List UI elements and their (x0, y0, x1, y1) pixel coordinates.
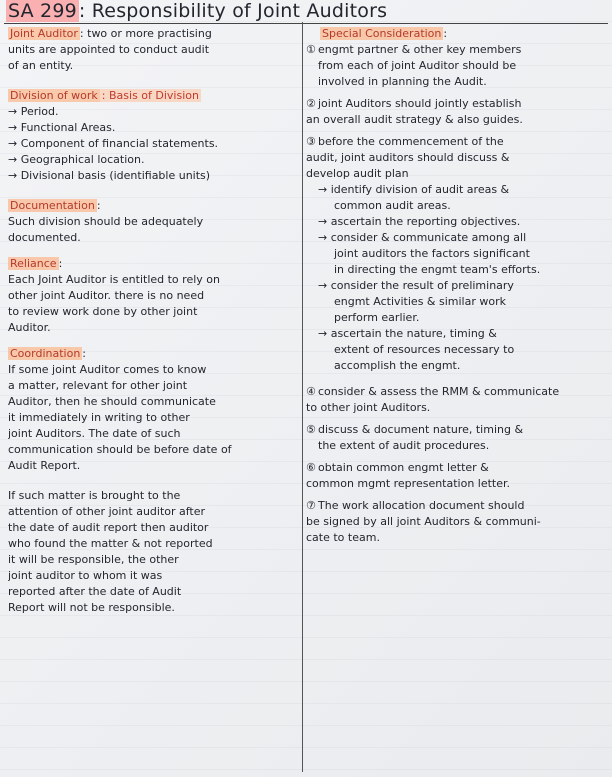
point-1-line-1: engmt partner & other key members (318, 43, 522, 56)
point-3 (306, 134, 606, 374)
point-3-sub-1-line-2: common audit areas. (334, 199, 451, 212)
point-2-line-1: joint Auditors should jointly establish (318, 97, 522, 110)
joint-auditor-line-2: units are appointed to conduct audit (8, 43, 210, 56)
point-3-sub-5-line-1: → ascertain the nature, timing & (318, 327, 497, 340)
coordination-p1-line-3: Auditor, then he should communicate (8, 395, 216, 408)
coordination-p2-line-1: If such matter is brought to the (8, 489, 181, 502)
coordination-heading: Coordination (10, 347, 81, 360)
right-column: Special Consideration : ① engmt partner & other key members from each of joint Auditor should be involved in planning the Audit. ② joint Auditors should jointly establish an overall audit strategy & also guides. ③ before the commencement of the audit, joint auditors should discuss & develop audit plan → identify division of audit areas & common audit areas. → ascertain the reporting objectives. → consider & communicate among all joint auditors the factors significant in directing the engmt team's efforts. → consider the result of preliminary engmt Activities & similar work perform earlier. → ascertain the nature, timing & extent of resources necessary to accomplish the engmt. ④ consider & assess the RMM & communicate to other joint Auditors. ⑤ discuss & document nature, timing & the extent of audit procedures. ⑥ obtain common engmt letter & common mgmt representation letter. ⑦ The work allocation document should be signed by all joint Auditors & communi- cate to team. (306, 26, 606, 546)
coordination-p2-line-4: who found the matter & not reported (8, 537, 213, 550)
point-4-number: ④ (306, 385, 316, 398)
point-3-sub-3-line-1: → consider & communicate among all (318, 231, 527, 244)
point-6-number: ⑥ (306, 461, 316, 474)
documentation-section: Documentation : Such division should be adequately documented. (8, 198, 296, 246)
coordination-p2-line-6: joint auditor to whom it was (8, 569, 163, 582)
coordination-p1-line-5: joint Auditors. The date of such (8, 427, 181, 440)
point-4 (306, 384, 606, 416)
column-divider (302, 22, 303, 772)
coordination-p1-line-4: it immediately in writing to other (8, 411, 190, 424)
joint-auditor-line-3: of an entity. (8, 59, 74, 72)
point-5 (306, 422, 606, 454)
point-3-sub-4-line-2: engmt Activities & similar work (334, 295, 506, 308)
point-6 (306, 460, 606, 492)
coordination-p2-line-7: reported after the date of Audit (8, 585, 182, 598)
point-1 (306, 42, 606, 90)
coordination-p2-line-8: Report will not be responsible. (8, 601, 175, 614)
point-3-sub-5-line-2: extent of resources necessary to (334, 343, 515, 356)
point-3-sub-3-line-2: joint auditors the factors significant (334, 247, 530, 260)
reliance-section: Reliance : Each Joint Auditor is entitled to rely on other joint Auditor. there is no need to review work done by other joint Auditor. (8, 256, 296, 336)
joint-auditor-heading: Joint Auditor (10, 27, 78, 40)
point-7-number: ⑦ (306, 499, 316, 512)
point-2-number: ② (306, 97, 316, 110)
point-7-line-1: The work allocation document should (318, 499, 525, 512)
division-item-2: → Functional Areas. (8, 121, 116, 134)
coordination-p1-line-6: communication should be before date of (8, 443, 232, 456)
point-6-line-1: obtain common engmt letter & (318, 461, 489, 474)
reliance-line-1: Each Joint Auditor is entitled to rely on (8, 273, 220, 286)
point-7-line-3: cate to team. (306, 531, 380, 544)
special-consideration-heading: Special Consideration (322, 27, 442, 40)
coordination-p2-line-2: attention of other joint auditor after (8, 505, 206, 518)
point-1-line-2: from each of joint Auditor should be (318, 59, 517, 72)
point-3-sub-4-line-3: perform earlier. (334, 311, 420, 324)
division-item-4: → Geographical location. (8, 153, 145, 166)
point-1-number: ① (306, 43, 316, 56)
division-item-1: → Period. (8, 105, 59, 118)
joint-auditor-section (8, 26, 296, 74)
left-column (8, 26, 296, 616)
joint-auditor-line-1: : two or more practising (79, 27, 212, 40)
point-6-line-2: common mgmt representation letter. (306, 477, 511, 490)
division-heading-basis: : Basis of Division (101, 89, 199, 102)
point-3-sub-5-line-3: accomplish the engmt. (334, 359, 461, 372)
coordination-p1-line-7: Audit Report. (8, 459, 81, 472)
point-1-line-3: involved in planning the Audit. (318, 75, 487, 88)
coordination-p1-line-1: If some joint Auditor comes to know (8, 363, 207, 376)
point-7 (306, 498, 606, 546)
page-title (6, 0, 606, 22)
division-item-3: → Component of financial statements. (8, 137, 219, 150)
division-section (8, 88, 296, 184)
point-4-line-2: to other joint Auditors. (306, 401, 431, 414)
point-7-line-2: be signed by all joint Auditors & communi- (306, 515, 541, 528)
documentation-line-2: documented. (8, 231, 81, 244)
coordination-p2-line-3: the date of audit report then auditor (8, 521, 209, 534)
point-3-sub-1-line-1: → identify division of audit areas & (318, 183, 510, 196)
point-3-number: ③ (306, 135, 316, 148)
coordination-p1-line-2: a matter, relevant for other joint (8, 379, 188, 392)
title-text: : Responsibility of Joint Auditors (78, 0, 388, 22)
reliance-heading: Reliance (10, 257, 57, 270)
point-3-line-2: audit, joint auditors should discuss & (306, 151, 510, 164)
point-5-number: ⑤ (306, 423, 316, 436)
point-3-line-3: develop audit plan (306, 167, 409, 180)
title-code: SA 299 (8, 0, 77, 22)
documentation-line-1: Such division should be adequately (8, 215, 204, 228)
division-heading: Division of work (10, 89, 98, 102)
point-3-sub-4-line-1: → consider the result of preliminary (318, 279, 514, 292)
reliance-line-2: other joint Auditor. there is no need (8, 289, 205, 302)
division-item-5: → Divisional basis (identifiable units) (8, 169, 211, 182)
coordination-section: Coordination : If some joint Auditor comes to know a matter, relevant for other joint Auditor, then he should communicate it immediately in writing to other joint Auditors. The date of such communication should be before date of Audit Report. If such matter is brought to the attention of other joint auditor after the date of audit report then auditor who found the matter & not reported it will be responsible, the other joint auditor to whom it was reported after the date of Audit Report will not be responsible. (8, 346, 296, 616)
reliance-line-4: Auditor. (8, 321, 51, 334)
reliance-line-3: to review work done by other joint (8, 305, 198, 318)
title-underline (4, 23, 608, 24)
point-3-sub-3-line-3: in directing the engmt team's efforts. (334, 263, 541, 276)
documentation-heading: Documentation (10, 199, 95, 212)
coordination-p2-line-5: it will be responsible, the other (8, 553, 179, 566)
point-5-line-2: the extent of audit procedures. (318, 439, 490, 452)
point-2 (306, 96, 606, 128)
point-3-sub-2-line-1: → ascertain the reporting objectives. (318, 215, 521, 228)
point-3-line-1: before the commencement of the (318, 135, 504, 148)
point-4-line-1: consider & assess the RMM & communicate (318, 385, 560, 398)
point-2-line-2: an overall audit strategy & also guides. (306, 113, 523, 126)
point-5-line-1: discuss & document nature, timing & (318, 423, 524, 436)
